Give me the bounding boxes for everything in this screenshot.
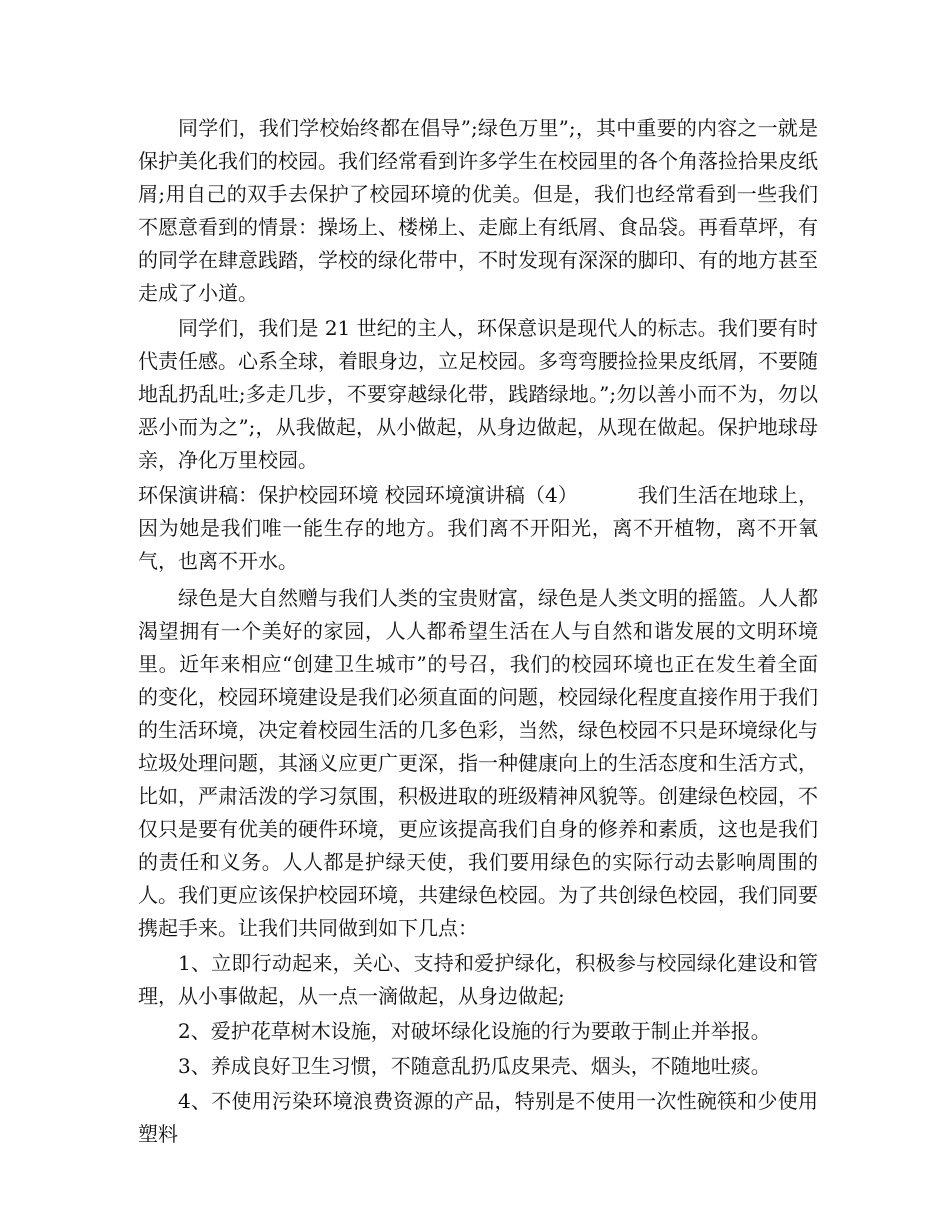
- section-heading: 环保演讲稿：保护校园环境 校园环境演讲稿（4）: [138, 483, 578, 507]
- list-item-2: 2、爱护花草树木设施，对破坏绿化设施的行为要敢于制止并举报。: [178, 1019, 771, 1043]
- paragraph-1: 同学们，我们学校始终都在倡导”;绿色万里”;，其中重要的内容之一就是保护美化我们的校园。我们经常看到许多学生在校园里的各个角落捡拾果皮纸屑;用自己的双手去保护了校园环境的优美。但是，我们也经常看到一些我们不愿意看到的情景：操场上、楼梯上、走廊上有纸屑、食品袋。再看草坪，有的同学在肆意践踏，学校的绿化带中，不时发现有深深的脚印、有的地方甚至走成了小道。: [138, 116, 818, 305]
- list-item-1: 1、立即行动起来，关心、支持和爱护绿化，积极参与校园绿化建设和管理，从小事做起，从一点一滴做起，从身边做起;: [138, 951, 818, 1008]
- section-text: 我们生活在地球上，因为她是我们唯一能生存的地方。我们离不开阳光，离不开植物，离不开氧气，也离不开水。: [138, 483, 818, 573]
- section-paragraph: [138, 479, 818, 578]
- paragraph-3: 绿色是大自然赠与我们人类的宝贵财富，绿色是人类文明的摇篮。人人都渴望拥有一个美好的家园，人人都希望生活在人与自然和谐发展的文明环境里。近年来相应“创建卫生城市”的号召，我们的校园环境也正在发生着全面的变化，校园环境建设是我们必须直面的问题，校园绿化程度直接作用于我们的生活环境，决定着校园生活的几多色彩，当然，绿色校园不只是环境绿化与垃圾处理问题，其涵义应更广更深，指一种健康向上的生活态度和生活方式，比如，严肃活泼的学习氛围，积极进取的班级精神风貌等。创建绿色校园，不仅只是要有优美的硬件环境，更应该提高我们自身的修养和素质，这也是我们的责任和义务。人人都是护绿天使，我们要用绿色的实际行动去影响周围的人。我们更应该保护校园环境，共建绿色校园。为了共创绿色校园，我们同要携起手来。让我们共同做到如下几点：: [138, 586, 818, 940]
- paragraph-2: 同学们，我们是 21 世纪的主人，环保意识是现代人的标志。我们要有时代责任感。心系全球，着眼身边，立足校园。多弯弯腰捡捡果皮纸屑，不要随地乱扔乱吐;多走几步，不要穿越绿化带，践踏绿地。”;勿以善小而不为，勿以恶小而为之”;，从我做起，从小做起，从身边做起，从现在做起。保护地球母亲，净化万里校园。: [138, 316, 818, 472]
- list-item-4: 4、不使用污染环境浪费资源的产品，特别是不使用一次性碗筷和少使用塑料: [138, 1089, 818, 1146]
- list-item-3: 3、养成良好卫生习惯，不随意乱扔瓜皮果壳、烟头，不随地吐痰。: [178, 1054, 771, 1078]
- document-body: [138, 112, 818, 1153]
